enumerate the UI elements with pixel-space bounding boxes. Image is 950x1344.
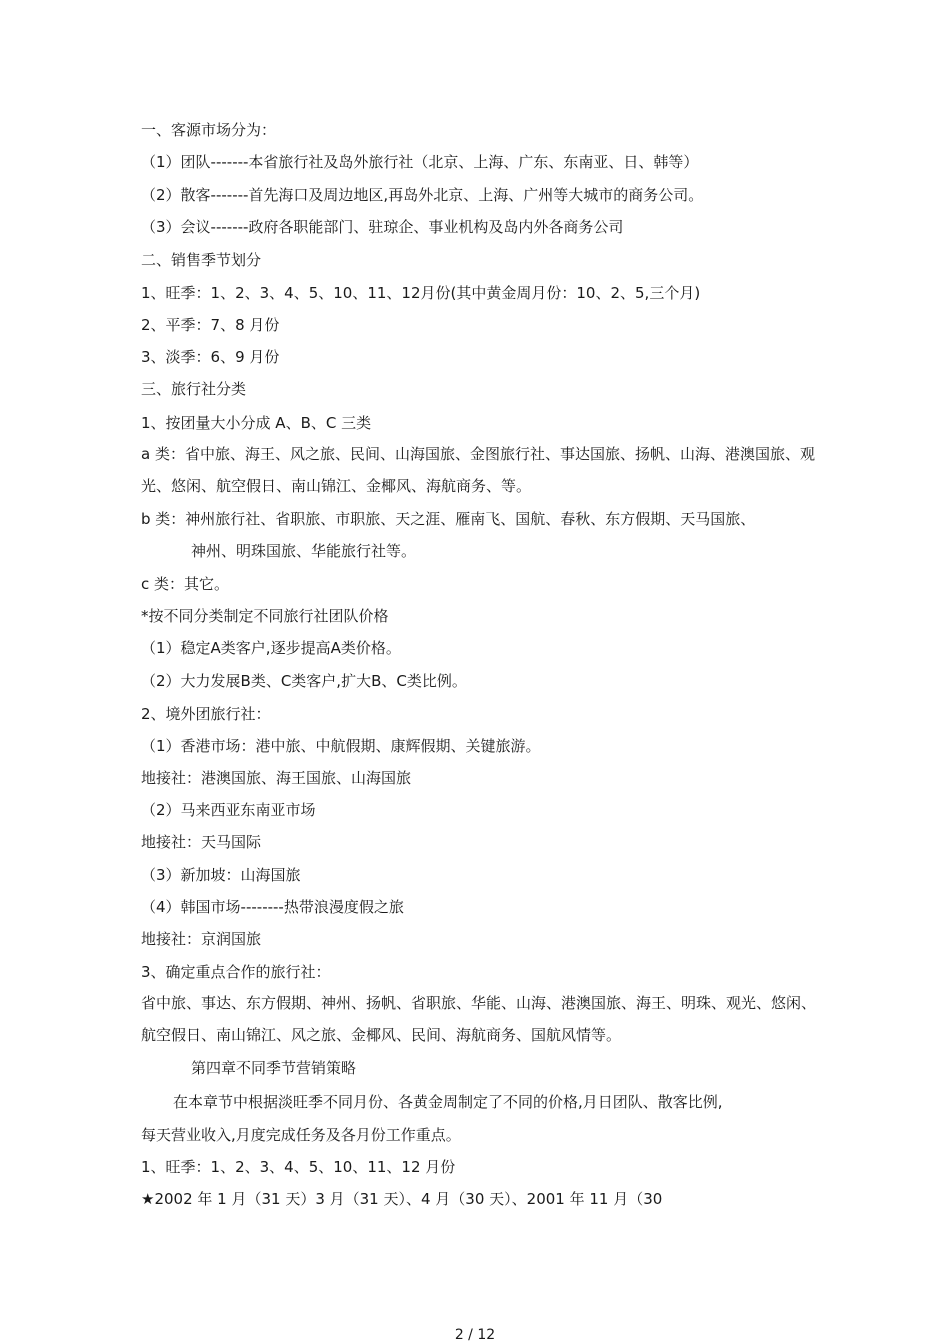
text-line: 3、确定重点合作的旅行社： [141, 963, 331, 981]
text-line: b 类：神州旅行社、省职旅、市职旅、天之涯、雁南飞、国航、春秋、东方假期、天马国旅、 [141, 510, 756, 528]
text-line: （3）新加坡：山海国旅 [141, 866, 301, 884]
heading-market: 一、客源市场分为： [141, 121, 277, 139]
text-line: c 类：其它。 [141, 575, 230, 593]
text-line: （4）韩国市场--------热带浪漫度假之旅 [141, 898, 404, 916]
text-line: （2）大力发展B类、C类客户,扩大B、C类比例。 [141, 672, 467, 690]
text-line: 1、按团量大小分成 A、B、C 三类 [141, 414, 372, 432]
text-line-indented: 在本章节中根据淡旺季不同月份、各黄金周制定了不同的价格,月日团队、散客比例, [173, 1093, 723, 1111]
text-line: 2、境外团旅行社： [141, 705, 271, 723]
heading-agency: 三、旅行社分类 [141, 380, 247, 398]
text-line: （2）散客-------首先海口及周边地区,再岛外北京、上海、广州等大城市的商务公司。 [141, 186, 704, 204]
text-line: 1、旺季：1、2、3、4、5、10、11、12月份(其中黄金周月份：10、2、5,三个月) [141, 284, 701, 302]
text-line-indented: 神州、明珠国旅、华能旅行社等。 [191, 542, 417, 560]
text-line: 3、淡季：6、9 月份 [141, 348, 280, 366]
text-line: 地接社：港澳国旅、海王国旅、山海国旅 [141, 769, 412, 787]
text-line: ★2002 年 1 月（31 天）3 月（31 天）、4 月（30 天）、2001 年 11 月（30 [141, 1190, 663, 1208]
text-line: 1、旺季：1、2、3、4、5、10、11、12 月份 [141, 1158, 456, 1176]
text-line: （1）香港市场：港中旅、中航假期、康辉假期、关键旅游。 [141, 737, 541, 755]
text-line: （1）团队-------本省旅行社及岛外旅行社（北京、上海、广东、东南亚、日、韩等） [141, 153, 699, 171]
text-paragraph: 省中旅、事达、东方假期、神州、扬帆、省职旅、华能、山海、港澳国旅、海王、明珠、观光、悠闲、航空假日、南山锦江、风之旅、金椰风、民间、海航商务、国航风情等。 [141, 994, 817, 1044]
text-line: （2）马来西亚东南亚市场 [141, 801, 316, 819]
chapter-title: 第四章不同季节营销策略 [191, 1059, 357, 1077]
heading-season: 二、销售季节划分 [141, 251, 262, 269]
text-line: 地接社：京润国旅 [141, 930, 262, 948]
text-line: *按不同分类制定不同旅行社团队价格 [141, 607, 389, 625]
page-number: 2 / 12 [454, 1327, 496, 1343]
text-line: 2、平季：7、8 月份 [141, 316, 280, 334]
text-line: 每天营业收入,月度完成任务及各月份工作重点。 [141, 1126, 461, 1144]
text-line: 地接社：天马国际 [141, 833, 262, 851]
text-paragraph: a 类：省中旅、海王、风之旅、民间、山海国旅、金图旅行社、事达国旅、扬帆、山海、港澳国旅、观光、悠闲、航空假日、南山锦江、金椰风、海航商务、等。 [141, 445, 815, 495]
text-line: （1）稳定A类客户,逐步提高A类价格。 [141, 639, 401, 657]
text-line: （3）会议-------政府各职能部门、驻琼企、事业机构及岛内外各商务公司 [141, 218, 624, 236]
